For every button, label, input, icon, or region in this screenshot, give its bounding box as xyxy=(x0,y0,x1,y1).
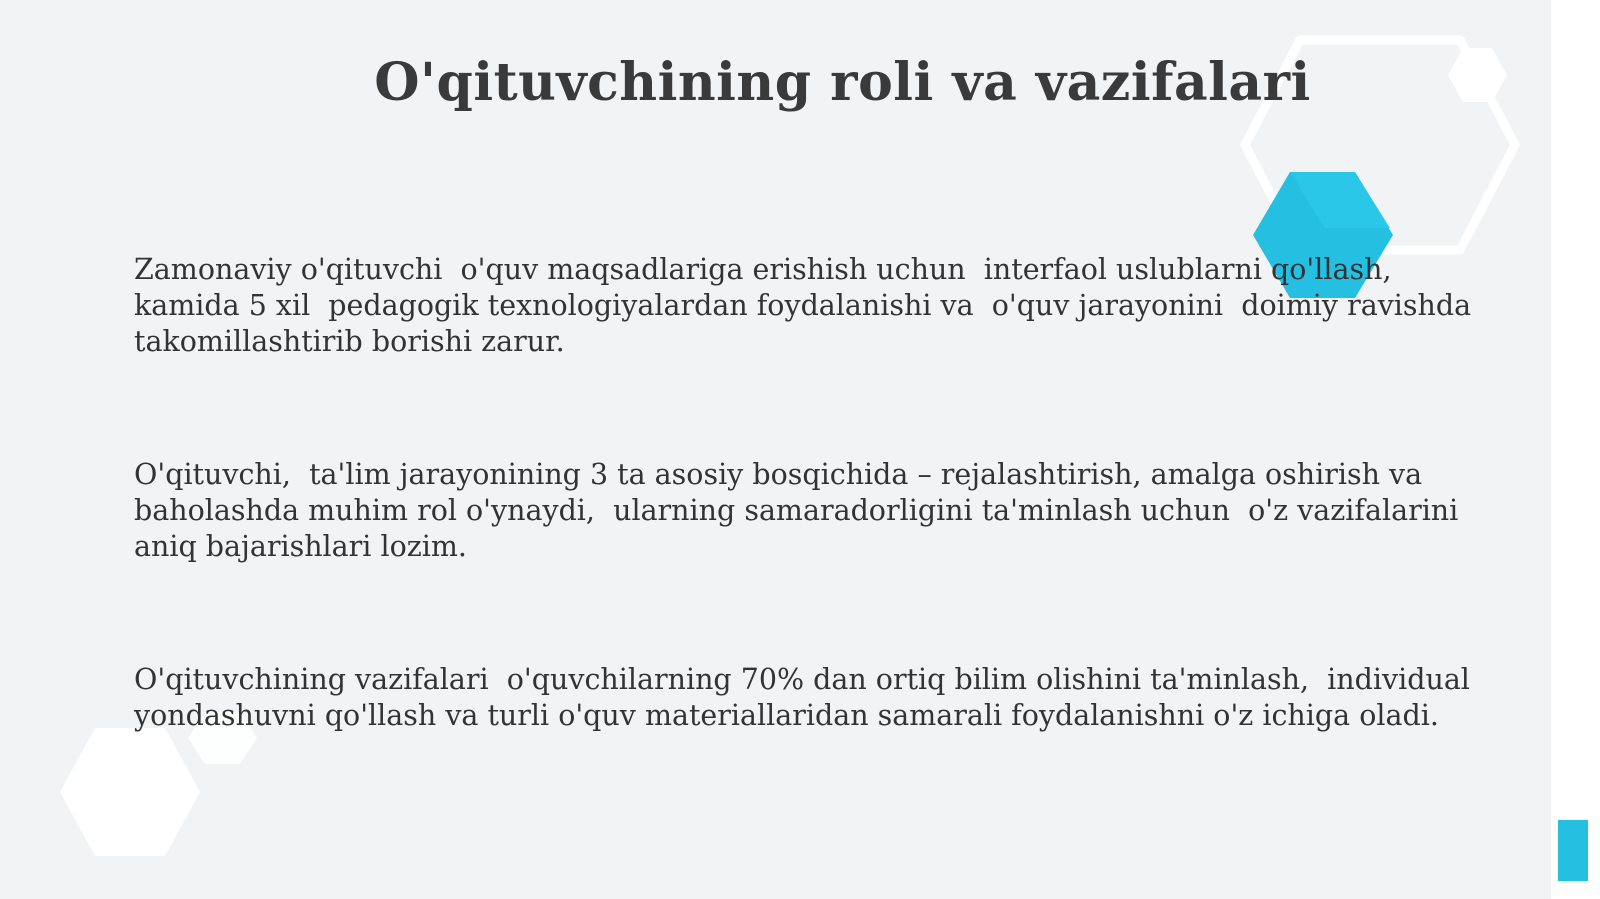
scrollbar-thumb[interactable] xyxy=(1558,820,1588,881)
hexagon-white-icon xyxy=(60,728,200,856)
paragraph-teacher-role: O'qituvchi, ta'lim jarayonining 3 ta asosiy bosqichida – rejalashtirish, amalga oshirish va baholashda muhim rol o'ynaydi, ularning samaradorligini ta'minlash uchun o'z vazifalarini aniq bajarishlari lozim. xyxy=(134,458,1459,563)
paragraph-modern-teacher: Zamonaviy o'qituvchi o'quv maqsadlariga erishish uchun interfaol uslublarni qo'llash, kamida 5 xil pedagogik texnologiyalardan foydalanishi va o'quv jarayonini doimiy ravishda takomillashtirib borishi zarur. xyxy=(134,253,1472,358)
paragraph-teacher-duties: O'qituvchining vazifalari o'quvchilarning 70% dan ortiq bilim olishini ta'minlash, individual yondashuvni qo'llash va turli o'quv materiallaridan samarali foydalanishni o'z ichiga oladi. xyxy=(134,663,1470,732)
side-panel xyxy=(1551,0,1600,899)
slide-title: O'qituvchining roli va vazifalari xyxy=(374,52,1311,113)
